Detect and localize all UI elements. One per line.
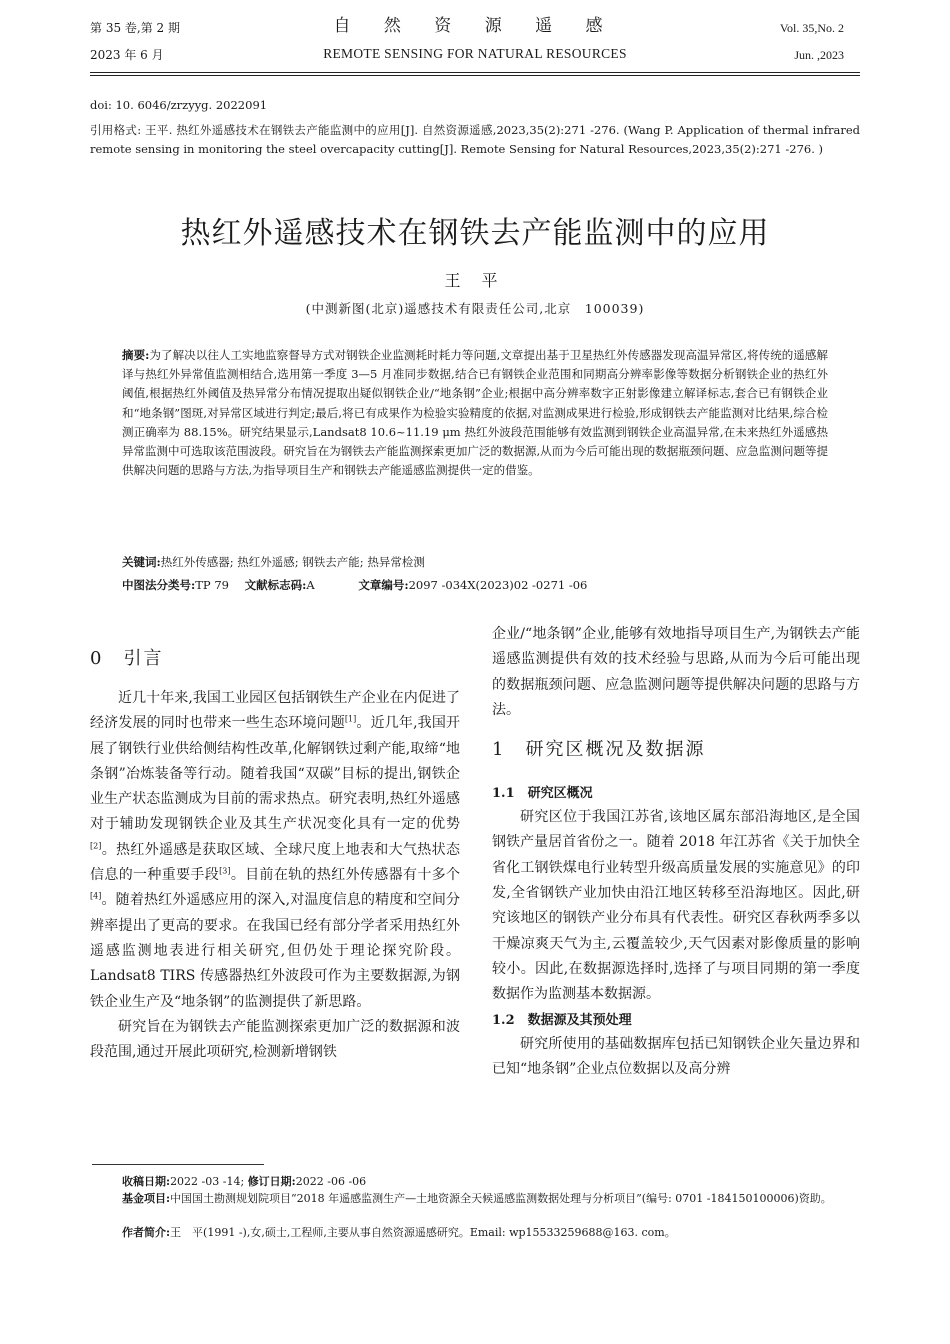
doi: doi: 10. 6046/zrzyyg. 2022091 [90,98,268,112]
issue-en: Vol. 35,No. 2 [779,21,844,35]
ref-1: [1] [344,714,357,724]
journal-title-en: REMOTE SENSING FOR NATURAL RESOURCES [323,46,627,61]
intro-paragraph-1: 近几十年来,我国工业园区包括钢铁生产企业在内促进了经济发展的同时也带来一些生态环境问题[1]。近几年,我国开展了钢铁行业供给侧结构性改革,化解钢铁过剩产能,取缔“地条钢”冶炼装备等行动。随着我国“双碳”目标的提出,钢铁企业生产状态监测成为目前的需求热点。研究表明,热红外遥感对于辅助发现钢铁企业及其生产状况变化具有一定的优势[2]。热红外遥感是获取区域、全球尺度上地表和大气热状态信息的一种重要手段[3]。目前在轨的热红外传感器有十多个[4]。随着热红外遥感应用的深入,对温度信息的精度和空间分辨率提出了更高的要求。在我国已经有部分学者采用热红外遥感监测地表进行相关研究,但仍处于理论探究阶段。Landsat8 TIRS 传感器热红外波段可作为主要数据源,为钢铁企业生产及“地条钢”的监测提供了新思路。 [90,690,461,1010]
date-en: Jun. ,2023 [794,48,844,62]
fund-info: 基金项目:中国国土勘测规划院项目“2018 年遥感监测生产—土地资源全天候遥感监测数据处理与分析项目”(编号: 0701 -184150100006)资助。 [122,1192,832,1205]
article-no-value: 2097 -034X(2023)02 -0271 -06 [408,578,588,592]
header-rule [90,72,860,73]
ref-2: [2] [90,841,102,851]
footnote-rule [92,1164,264,1165]
ref-4: [4] [90,891,102,901]
author-name: 王 平 [444,271,506,290]
doc-code-label: 文献标志码: [244,578,307,592]
header-rule-2 [90,75,860,76]
keywords [122,553,828,571]
clc-label: 中图法分类号: [122,578,196,592]
issue-cn: 第 35 卷,第 2 期 [90,21,180,35]
classification [122,576,828,594]
abstract [122,346,828,480]
section-0-title: 0 引言 [90,648,164,669]
intro-paragraph-continued: 企业/“地条钢”企业,能够有效地指导项目生产,为钢铁去产能遥感监测提供有效的技术经验与思路,从而为今后可能出现的数据瓶颈问题、应急监测问题等提供解决问题的思路与方法。 [492,626,860,718]
abstract-text: 为了解决以往人工实地监察督导方式对钢铁企业监测耗时耗力等问题,文章提出基于卫星热红外传感器发现高温异常区,将传统的遥感解译与热红外异常值监测相结合,选用第一季度 3—5 月准同步数据,结合已有钢铁企业范围和同期高分辨率影像等数据分析钢铁企业的热红外阈值,根据热红外阈值及热异常分布情况提取出疑似钢铁企业/“地条钢”企业;根据中高分辨率数字正射影像建立解译标志,套合已有钢铁企业和“地条钢”图斑,对异常区域进行判定;最后,将已有成果作为检验实验精度的依据,对监测成果进行检验,形成钢铁去产能监测对比结果,综合检测正确率为 88.15%。研究结果显示,Landsat8 10.6~11.19 μm 热红外波段范围能够有效监测到钢铁企业高温异常,在未来热红外遥感热异常监测中可选取该范围波段。研究旨在为钢铁去产能监测探索更加广泛的数据源,从而为今后可能出现的数据瓶颈问题、应急监测问题等提供解决问题的思路与方法,为指导项目生产和钢铁去产能遥感监测提供一定的借鉴。 [122,348,828,478]
intro-paragraph-2: 研究旨在为钢铁去产能监测探索更加广泛的数据源和波段范围,通过开展此项研究,检测新增钢铁 [90,1018,460,1061]
abstract-label: 摘要: [122,348,150,362]
journal-title-cn: 自 然 资 源 遥 感 [333,16,617,36]
received-dates: 收稿日期:2022 -03 -14; 修订日期:2022 -06 -06 [122,1175,367,1188]
ref-3: [3] [219,866,231,876]
date-cn: 2023 年 6 月 [90,48,164,62]
subsection-1-2-title: 1.2 数据源及其预处理 [492,1012,632,1028]
data-source-paragraph: 研究所使用的基础数据库包括已知钢铁企业矢量边界和已知“地条钢”企业点位数据以及高分辨 [492,1035,860,1077]
affiliation: (中测新图(北京)遥感技术有限责任公司,北京 100039) [305,301,645,316]
clc-value: TP 79 [195,578,229,592]
doc-code-value: A [306,578,315,592]
keywords-label: 关键词: [122,555,161,569]
paper-title: 热红外遥感技术在钢铁去产能监测中的应用 [180,216,770,251]
right-column [492,622,860,1082]
left-column [90,646,460,1065]
section-1-title: 1 研究区概况及数据源 [492,739,706,761]
citation: 引用格式: 王平. 热红外遥感技术在钢铁去产能监测中的应用[J]. 自然资源遥感,2023,35(2):271 -276. (Wang P. Application of thermal infrared remote sensing in monitoring the steel overcapacity cutting[J]. Remote Sensing for Natural Resources,2023,35(2):271 -276. ) [90,123,860,156]
author-bio: 作者简介:王 平(1991 -),女,硕士,工程师,主要从事自然资源遥感研究。Email: wp15533259688@163. com。 [122,1226,676,1239]
article-no-label: 文章编号: [358,578,409,592]
subsection-1-1-title: 1.1 研究区概况 [492,786,593,802]
study-area-paragraph: 研究区位于我国江苏省,该地区属东部沿海地区,是全国钢铁产量居首省份之一。随着 2018 年江苏省《关于加快全省化工钢铁煤电行业转型升级高质量发展的实施意见》的印发,全省钢铁产业加快由沿江地区转移至沿海地区。因此,研究该地区的钢铁产业分布具有代表性。研究区春秋两季多以干燥凉爽天气为主,云覆盖较少,天气因素对影像质量的影响较小。因此,在数据源选择时,选择了与项目同期的第一季度数据作为监测基本数据源。 [492,809,860,1003]
keywords-text: 热红外传感器; 热红外遥感; 钢铁去产能; 热异常检测 [160,555,425,569]
